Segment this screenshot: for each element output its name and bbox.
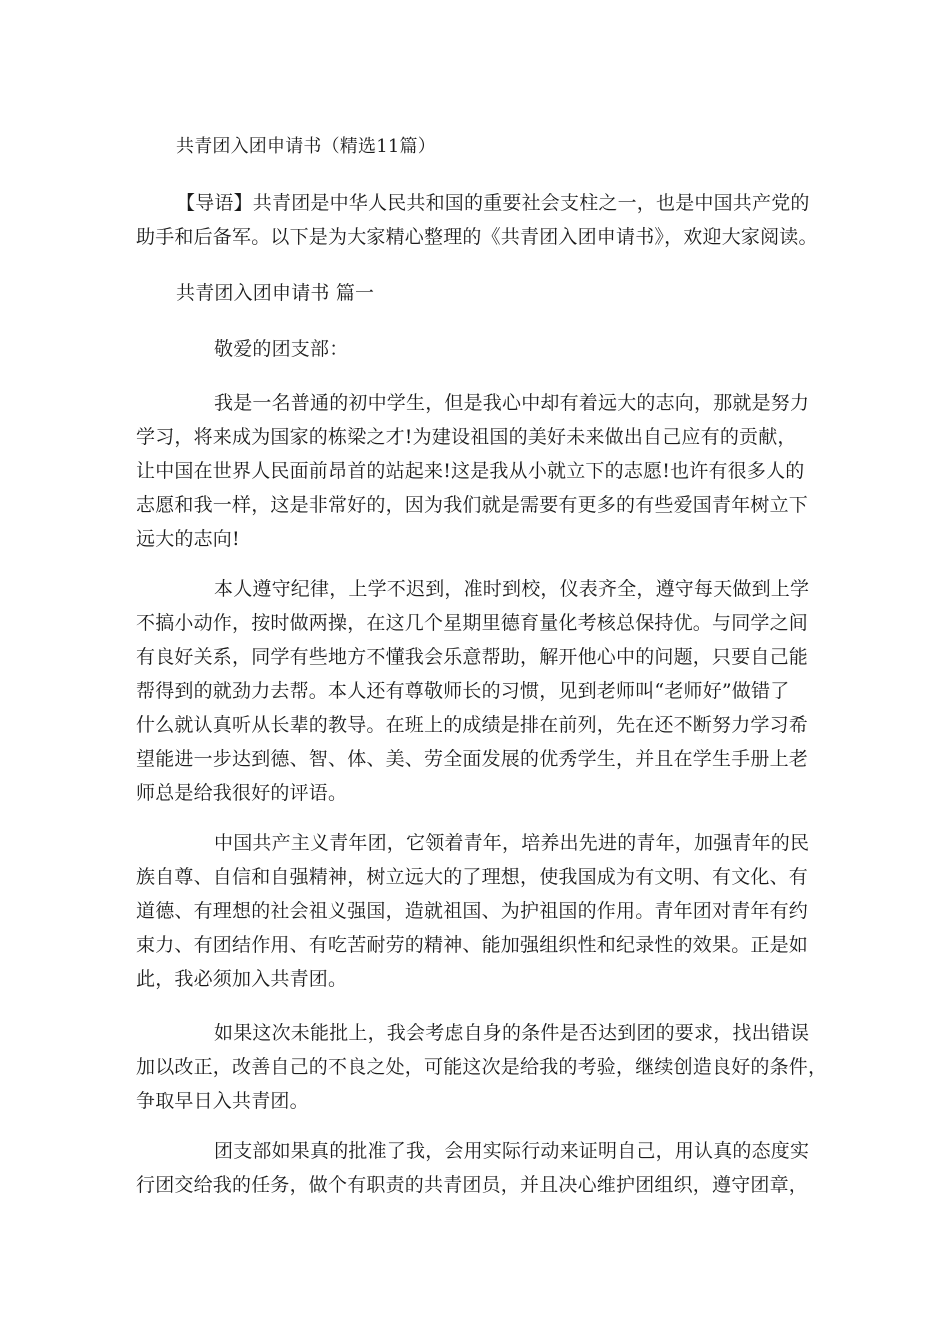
paragraph-line: 什么就认真听从长辈的教导。在班上的成绩是排在前列，先在还不断努力学习希 — [136, 714, 809, 736]
intro-line: 助手和后备军。以下是为大家精心整理的《共青团入团申请书》，欢迎大家阅读。 — [136, 226, 818, 248]
paragraph-line: 让中国在世界人民面前昂首的站起来!这是我从小就立下的志愿!也许有很多人的 — [136, 460, 805, 482]
paragraph-line: 中国共产主义青年团，它领着青年，培养出先进的青年，加强青年的民 — [214, 832, 810, 854]
document-title: 共青团入团申请书（精选11篇） — [176, 136, 436, 157]
paragraph-line: 本人遵守纪律，上学不迟到，准时到校，仪表齐全，遵守每天做到上学 — [214, 578, 810, 600]
section-title: 共青团入团申请书 篇一 — [176, 282, 375, 304]
paragraph-line: 族自尊、自信和自强精神，树立远大的了理想，使我国成为有文明、有文化、有 — [136, 866, 809, 888]
paragraph-line: 团支部如果真的批准了我，会用实际行动来证明自己，用认真的态度实 — [214, 1140, 810, 1162]
paragraph-line: 我是一名普通的初中学生，但是我心中却有着远大的志向，那就是努力 — [214, 392, 810, 414]
paragraph-line: 师总是给我很好的评语。 — [136, 782, 348, 804]
intro-line: 【导语】共青团是中华人民共和国的重要社会支柱之一，也是中国共产党的 — [176, 192, 810, 214]
paragraph-line: 学习，将来成为国家的栋梁之才!为建设祖国的美好未来做出自己应有的贡献， — [136, 426, 797, 448]
paragraph-line: 帮得到的就劲力去帮。本人还有尊敬师长的习惯，见到老师叫“老师好”做错了 — [136, 680, 790, 702]
paragraph-line: 行团交给我的任务，做个有职责的共青团员，并且决心维护团组织，遵守团章， — [136, 1174, 809, 1196]
paragraph-line: 道德、有理想的社会祖义强国，造就祖国、为护祖国的作用。青年团对青年有约 — [136, 900, 809, 922]
paragraph-line: 望能进一步达到德、智、体、美、劳全面发展的优秀学生，并且在学生手册上老 — [136, 748, 809, 770]
paragraph-line: 束力、有团结作用、有吃苦耐劳的精神、能加强组织性和纪录性的效果。正是如 — [136, 934, 809, 956]
paragraph-line: 不搞小动作，按时做两操，在这几个星期里德育量化考核总保持优。与同学之间 — [136, 612, 809, 634]
paragraph-line: 加以改正，改善自己的不良之处，可能这次是给我的考验，继续创造良好的条件， — [136, 1056, 828, 1078]
paragraph-line: 此，我必须加入共青团。 — [136, 968, 348, 990]
paragraph-line: 如果这次未能批上，我会考虑自身的条件是否达到团的要求，找出错误 — [214, 1022, 810, 1044]
paragraph-line: 争取早日入共青团。 — [136, 1090, 309, 1112]
paragraph-line: 志愿和我一样，这是非常好的，因为我们就是需要有更多的有些爱国青年树立下 — [136, 494, 809, 516]
paragraph-line: 远大的志向! — [136, 528, 240, 550]
paragraph-line: 有良好关系，同学有些地方不懂我会乐意帮助，解开他心中的问题，只要自己能 — [136, 646, 809, 668]
salutation: 敬爱的团支部： — [214, 338, 349, 360]
